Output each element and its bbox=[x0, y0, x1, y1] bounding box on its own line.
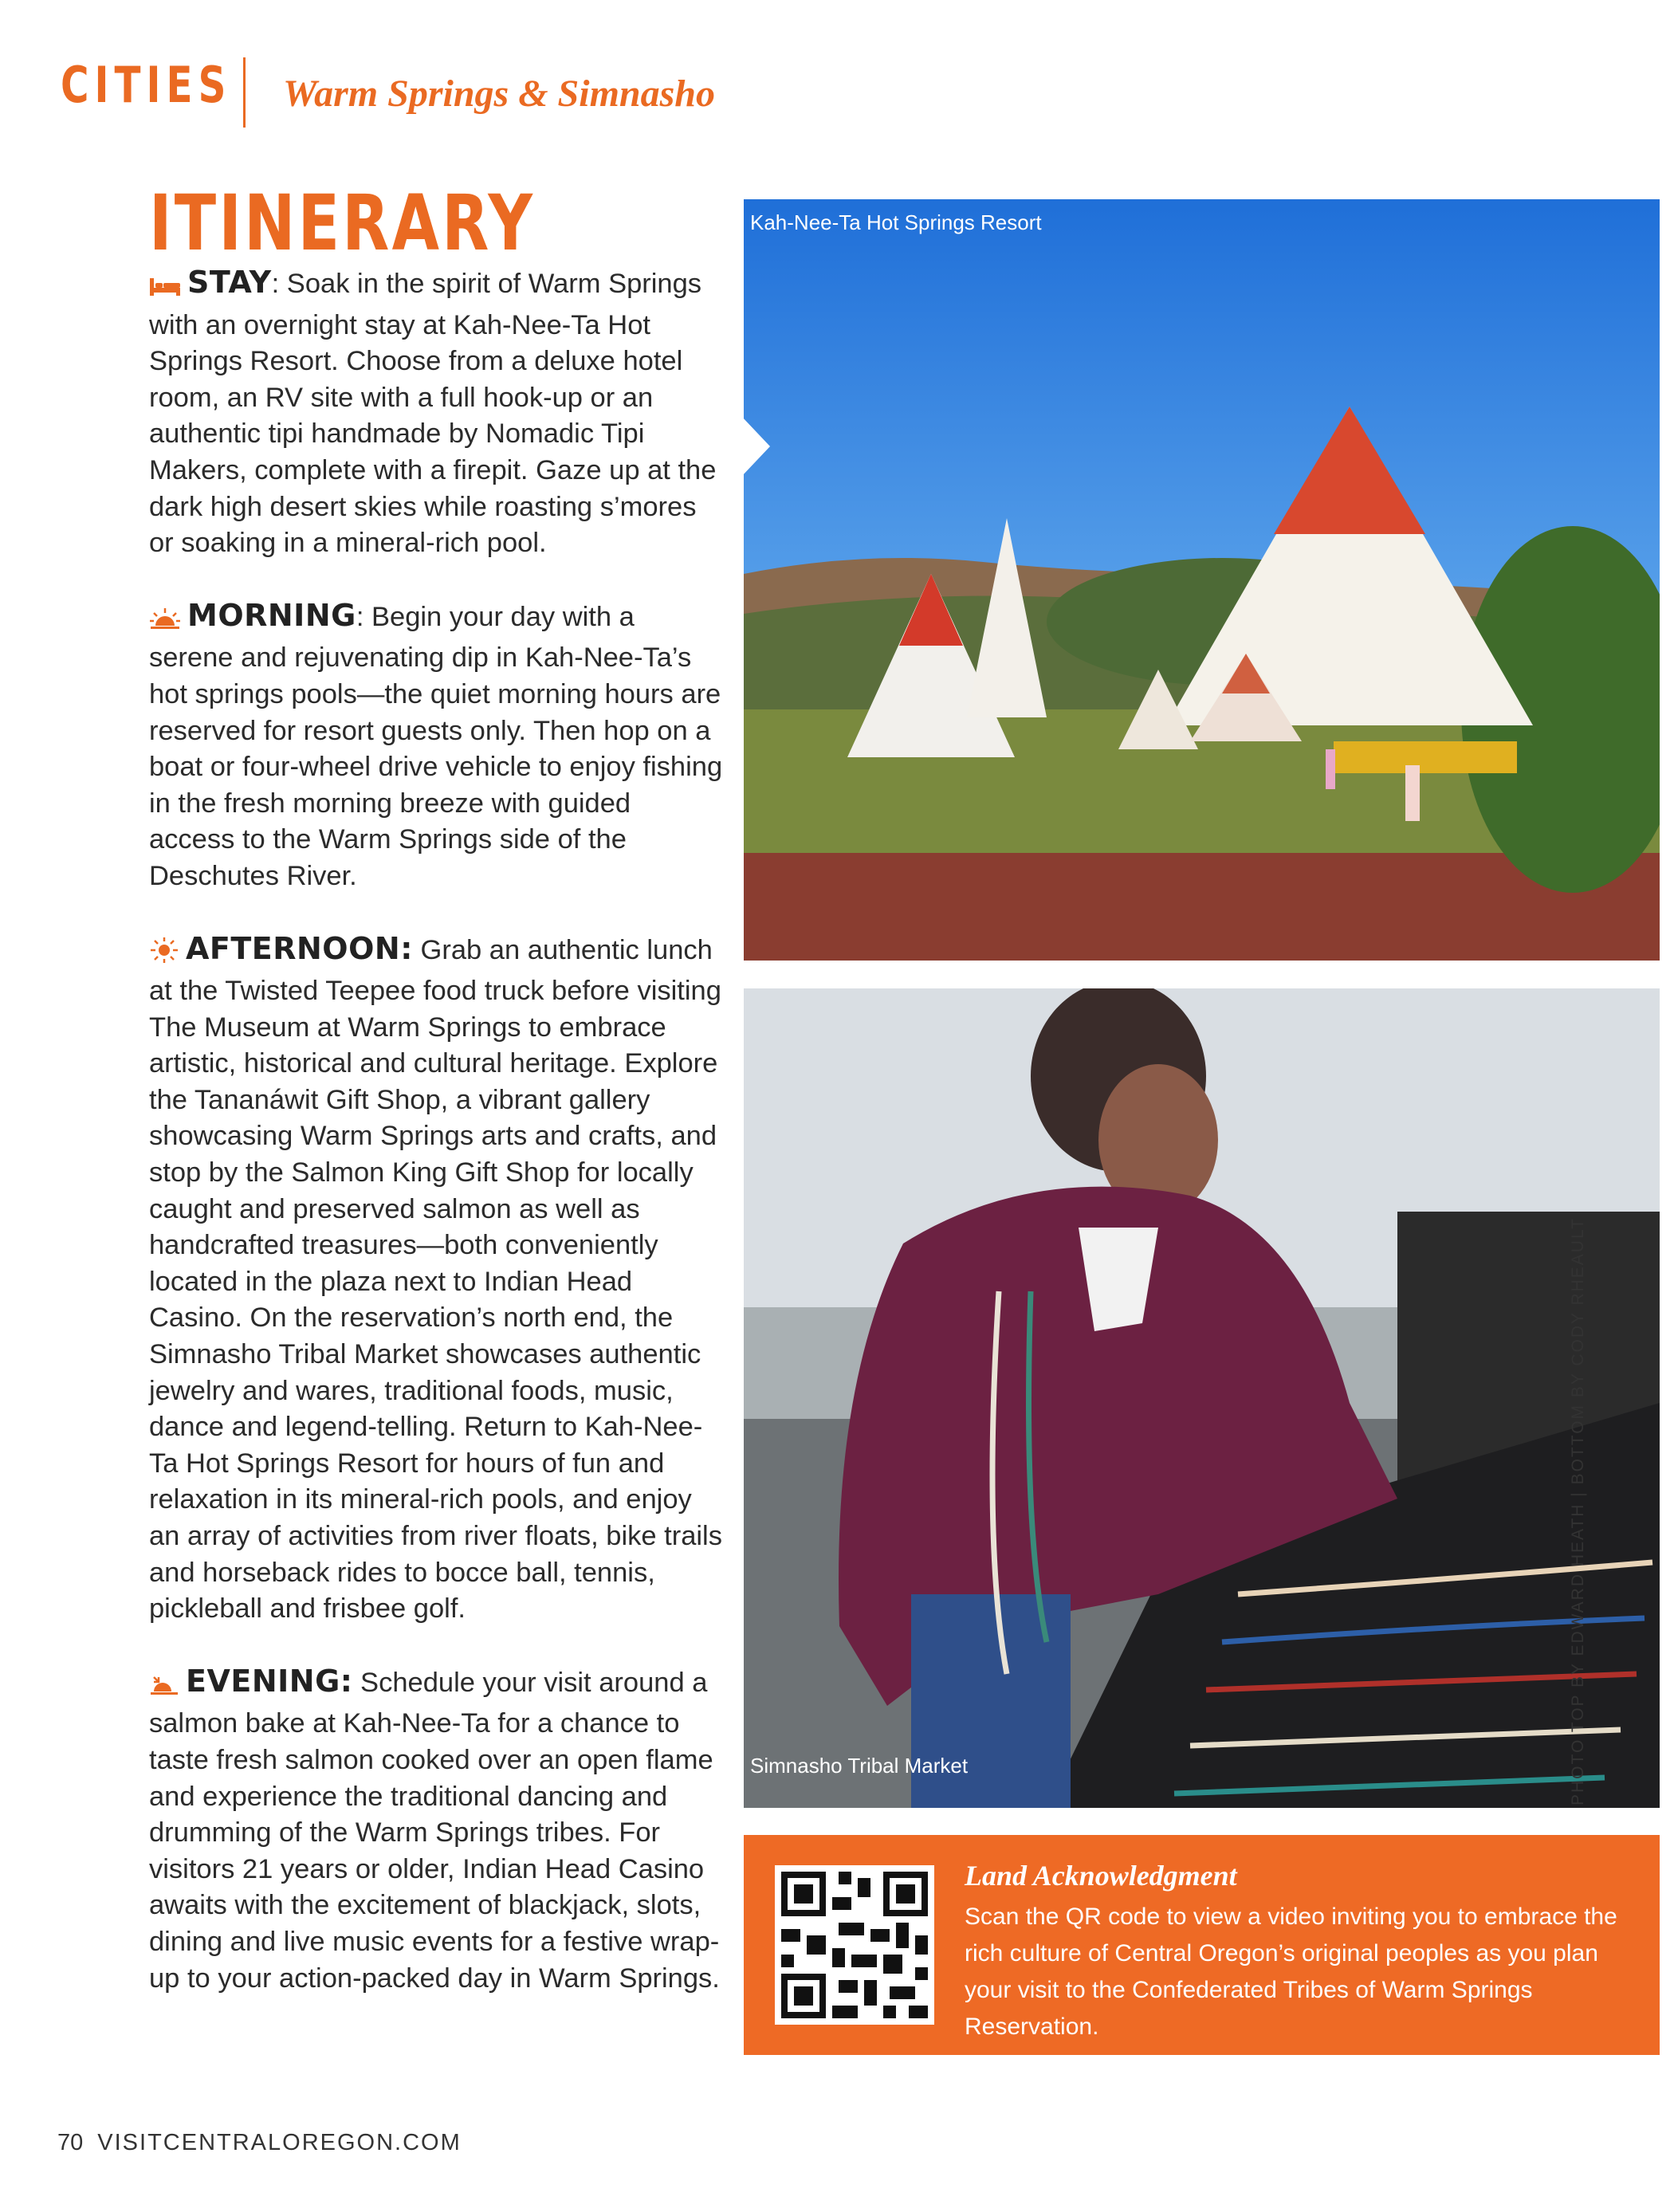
morning-paragraph bbox=[149, 598, 723, 895]
footer-site[interactable]: VISITCENTRALOREGON.COM bbox=[97, 2130, 462, 2155]
sunrise-icon bbox=[149, 604, 181, 641]
bottom-photo-caption: Simnasho Tribal Market bbox=[750, 1754, 969, 1778]
itinerary-title: ITINERARY bbox=[149, 179, 536, 268]
morning-text: : Begin your day with a serene and rejuvenating dip in Kah-Nee-Ta’s hot springs pools—the quiet morning hours are reserved for resort guests only. Then hop on a boat or four-wheel drive vehicle to enjoy fishing in the fresh morning breeze with guided access to the Warm Springs side of the Deschutes River. bbox=[149, 601, 723, 891]
top-photo-caption: Kah-Nee-Ta Hot Springs Resort bbox=[750, 210, 1042, 234]
page-subtitle: Warm Springs & Simnasho bbox=[283, 73, 715, 115]
afternoon-label: AFTERNOON: bbox=[186, 930, 413, 966]
photo-credit: PHOTO TOP BY EDWARD HEATH | BOTTOM BY CODY RHEAULT bbox=[1569, 1217, 1587, 1805]
stay-label: STAY bbox=[187, 265, 272, 300]
land-acknowledgment-text: Scan the QR code to view a video inviting you to embrace the rich culture of Central Oregon’s original peoples as you plan your visit to the Confederated Tribes of Warm Springs Reservation. bbox=[965, 1904, 1617, 2040]
evening-paragraph bbox=[149, 1664, 723, 1997]
afternoon-paragraph bbox=[149, 931, 723, 1628]
section-label: CITIES bbox=[61, 56, 232, 114]
sunset-icon bbox=[149, 1670, 179, 1707]
evening-text: Schedule your visit around a salmon bake at Kah-Nee-Ta for a chance to taste fresh salmon cooked over an open flame and experience the traditional dancing and drumming of the Warm Springs tribes. For visitors 21 years or older, Indian Head Casino awaits with the excitement of blackjack, slots, dining and live music events for a festive wrap-up to your action-packed day in Warm Springs. bbox=[149, 1667, 720, 1994]
sun-icon bbox=[149, 937, 179, 974]
morning-label: MORNING bbox=[187, 597, 356, 633]
stay-text: : Soak in the spirit of Warm Springs with an overnight stay at Kah-Nee-Ta Hot Springs Resort. Choose from a deluxe hotel room, an RV site with a full hook-up or an authentic tipi handmade by Nomadic Tipi Makers, complete with a firepit. Gaze up at the dark high desert skies while roasting s’mores or soaking in a mineral-rich pool. bbox=[149, 269, 717, 559]
page-number: 70 bbox=[57, 2130, 84, 2155]
afternoon-text: Grab an authentic lunch at the Twisted Teepee food truck before visiting The Museum at Warm Springs to embrace artistic, historical and cultural heritage. Explore the Tananáwit Gift Shop, a vibrant gallery showcasing Warm Springs arts and crafts, and stop by the Salmon King Gift Shop for locally caught and preserved salmon as well as handcrafted treasures—both conveniently located in the plaza next to Indian Head Casino. On the reservation’s north end, the Simnasho Tribal Market showcases authentic jewelry and wares, traditional foods, music, dance and legend-telling. Return to Kah-Nee-Ta Hot Springs Resort for hours of fun and relaxation in its mineral-rich pools, and enjoy an array of activities from river floats, bike trails and horseback rides to bocce ball, tennis, pickleball and frisbee golf. bbox=[149, 934, 722, 1625]
photo-notch bbox=[741, 416, 770, 477]
bed-icon bbox=[149, 271, 181, 308]
market-photo bbox=[744, 988, 1660, 1808]
tipi-photo bbox=[744, 199, 1660, 961]
itinerary-column bbox=[149, 265, 723, 2033]
stay-paragraph bbox=[149, 265, 723, 562]
evening-label: EVENING: bbox=[186, 1663, 353, 1699]
land-acknowledgment-title: Land Acknowledgment bbox=[965, 1860, 1237, 1892]
header-divider bbox=[243, 57, 246, 128]
qr-code[interactable] bbox=[775, 1865, 934, 2025]
page-footer bbox=[57, 2130, 462, 2156]
